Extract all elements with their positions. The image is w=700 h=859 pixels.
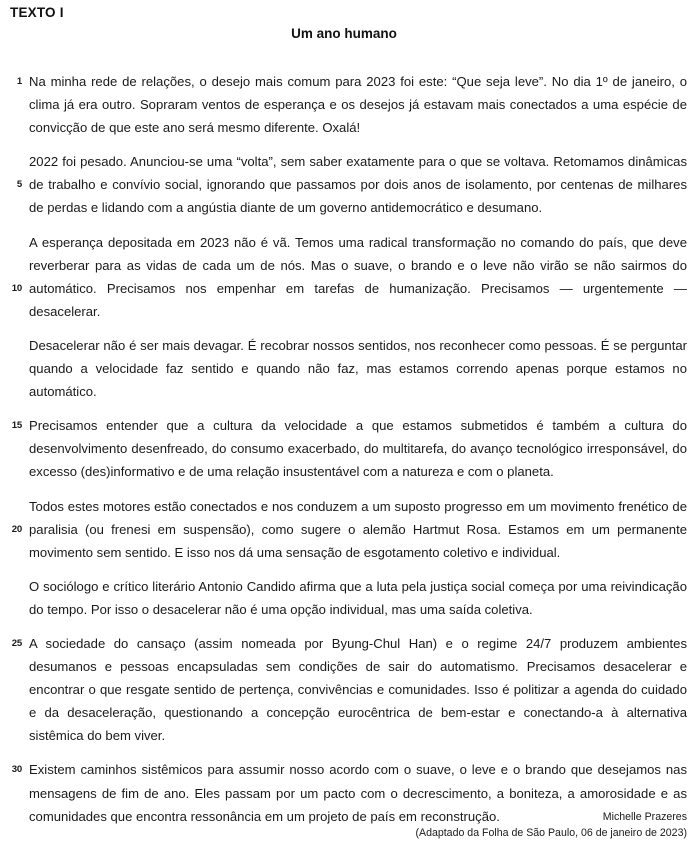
line-number: 1 (16, 76, 22, 87)
paragraph-text: A sociedade do cansaço (assim nomeada por Byung-Chul Han) e o regime 24/7 produzem ambientes desumanos e pessoas encapsuladas sem condições de sair do automatismo. Precisamos desacelerar e encontrar o que resgate sentido de pertença, convivências e comunidades. Isso é politizar a agenda do cuidado e da desaceleração, questionando a concepção eurocêntrica de bem-estar e conectando-a à alternativa sistêmica do bem viver. (29, 635, 687, 744)
paragraph-text: A esperança depositada em 2023 não é vã. Temos uma radical transformação no comando do país, que deve reverberar para as vidas de cada um de nós. Mas o suave, o brando e o leve não virão se não sairmos do automático. Precisamos nos empenhar em tarefas de humanização. Precisamos — urgentemente — desacelerar. (29, 234, 687, 319)
document-label: TEXTO I (10, 5, 64, 20)
paragraph (0, 414, 700, 483)
paragraph (0, 231, 700, 323)
paragraph (0, 575, 700, 621)
line-number: 10 (11, 282, 22, 294)
attribution-source: (Adaptado da Folha de São Paulo, 06 de janeiro de 2023) (415, 826, 687, 839)
paragraph-text: Existem caminhos sistêmicos para assumir nosso acordo com o suave, o leve e o brando que desejamos nas mensagens de fim de ano. Eles passam por um pacto com o decrescimento, a boniteza, a amorosidade e as comunidades que encontra ressonância em um projeto de país em reconstrução. (29, 762, 687, 824)
line-number: 20 (11, 523, 22, 535)
paragraph-text: Na minha rede de relações, o desejo mais comum para 2023 foi este: “Que seja leve”. No dia 1º de janeiro, o clima já era outro. Sopraram ventos de esperança e os desejos já estavam mais conectados a uma espécie de convicção de que este ano será mesmo diferente. Oxalá! (29, 74, 687, 136)
paragraph (0, 334, 700, 403)
text-body (0, 70, 700, 828)
paragraph (0, 150, 700, 219)
paragraph (0, 70, 700, 139)
line-number: 25 (11, 637, 22, 649)
attribution-author: Michelle Prazeres (602, 811, 687, 823)
line-number: 15 (11, 420, 22, 432)
paragraph-text: Precisamos entender que a cultura da velocidade a que estamos submetidos é também a cultura do desenvolvimento desenfreado, do consumo exacerbado, do multitarefa, do avanço tecnológico irresponsável, do excesso (des)informativo e de uma relação insustentável com a natureza e com o planeta. (29, 418, 687, 480)
paragraph-text: 2022 foi pesado. Anunciou-se uma “volta”, sem saber exatamente para o que se voltava. Retomamos dinâmicas de trabalho e convívio social, ignorando que passamos por dois anos de isolamento, por centenas de milhares de perdas e lidando com a angústia diante de um governo antidemocrático e desumano. (29, 154, 687, 216)
paragraph (0, 495, 700, 564)
page-title: Um ano humano (291, 26, 397, 41)
paragraph-text: O sociólogo e crítico literário Antonio Candido afirma que a luta pela justiça social começa por uma reivindicação do tempo. Por isso o desacelerar não é uma opção individual, mas uma saída coletiva. (29, 578, 687, 617)
line-number: 30 (11, 764, 22, 776)
paragraph (0, 632, 700, 747)
attribution (415, 810, 687, 841)
line-number: 5 (16, 179, 22, 191)
paragraph-text: Todos estes motores estão conectados e nos conduzem a um suposto progresso em um movimento frenético de paralisia (ou frenesi em suspensão), como sugere o alemão Hartmut Rosa. Estamos em um permanente movimento sem sentido. E isso nos dá uma sensação de esgotamento coletivo e individual. (29, 498, 687, 560)
paragraph-text: Desacelerar não é ser mais devagar. É recobrar nossos sentidos, nos reconhecer como pessoas. É se perguntar quando a velocidade faz sentido e quando não faz, mas estamos correndo apenas porque estamos no automático. (29, 337, 687, 400)
